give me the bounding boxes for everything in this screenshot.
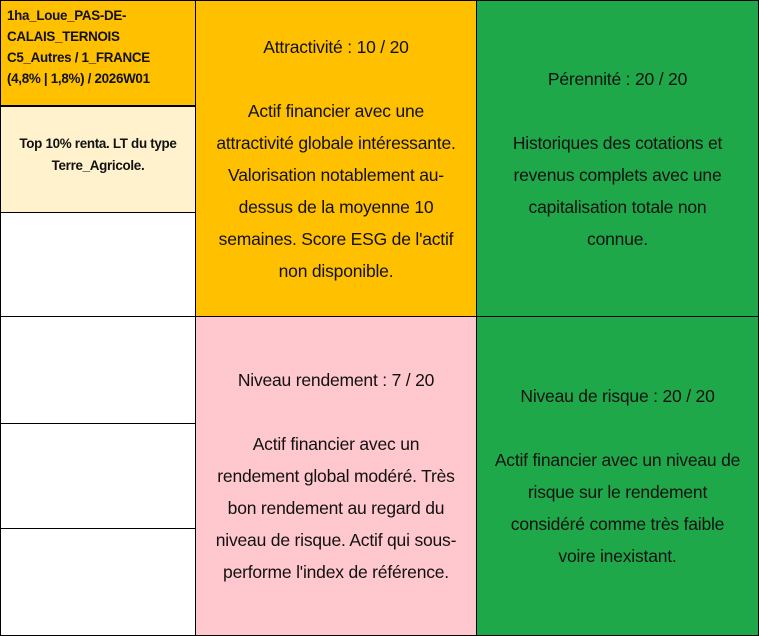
asset-header-line: C5_Autres / 1_FRANCE <box>7 50 150 65</box>
asset-description-cell <box>0 106 196 213</box>
empty-cell <box>0 316 196 424</box>
attractivite-text-line: non disponible. <box>278 260 394 281</box>
asset-header-line: CALAIS_TERNOIS <box>7 29 120 44</box>
asset-description-line: Terre_Agricole. <box>51 158 145 173</box>
attractivite-text-line: Actif financier avec une <box>247 100 425 121</box>
asset-description-line: Top 10% renta. LT du type <box>19 136 177 151</box>
risque-text-line: risque sur le rendement <box>527 482 708 502</box>
risque-text-line: Actif financier avec un niveau de <box>494 450 741 470</box>
rendement-title: Niveau rendement : 7 / 20 <box>237 370 435 390</box>
attractivite-text-line: Valorisation notablement au- <box>228 164 444 185</box>
risque-text-line: voire inexistant. <box>558 546 677 566</box>
rendement-text-line: niveau de risque. Actif qui sous- <box>215 530 457 550</box>
rendement-text-line: Actif financier avec un <box>252 434 420 454</box>
attractivite-text-line: semaines. Score ESG de l'actif <box>218 228 454 249</box>
attractivite-text-line: attractivité globale intéressante. <box>216 132 456 153</box>
asset-header-cell <box>0 0 196 106</box>
attractivite-text-line: dessus de la moyenne 10 <box>238 196 434 217</box>
perennite-panel <box>476 0 759 317</box>
rendement-text-line: bon rendement au regard du <box>227 498 445 518</box>
risque-text-line: considéré comme très faible <box>510 514 725 534</box>
risque-panel <box>476 316 759 636</box>
attractivite-panel <box>195 0 477 317</box>
risque-title: Niveau de risque : 20 / 20 <box>520 386 715 406</box>
perennite-title: Pérennité : 20 / 20 <box>547 68 688 89</box>
perennite-text-line: connue. <box>587 228 648 249</box>
perennite-text-line: revenus complets avec une <box>513 164 722 185</box>
perennite-text-line: Historiques des cotations et <box>512 132 723 153</box>
empty-cell <box>0 528 196 636</box>
empty-cell <box>0 212 196 317</box>
rendement-text-line: rendement global modéré. Très <box>217 466 455 486</box>
asset-header-line: 1ha_Loue_PAS-DE- <box>7 8 127 23</box>
attractivite-title: Attractivité : 10 / 20 <box>263 36 409 57</box>
empty-cell <box>0 423 196 529</box>
rendement-panel <box>195 316 477 636</box>
asset-header-line: (4,8% | 1,8%) / 2026W01 <box>7 71 150 86</box>
rendement-text-line: performe l'index de référence. <box>223 562 449 582</box>
perennite-text-line: capitalisation totale non <box>528 196 707 217</box>
